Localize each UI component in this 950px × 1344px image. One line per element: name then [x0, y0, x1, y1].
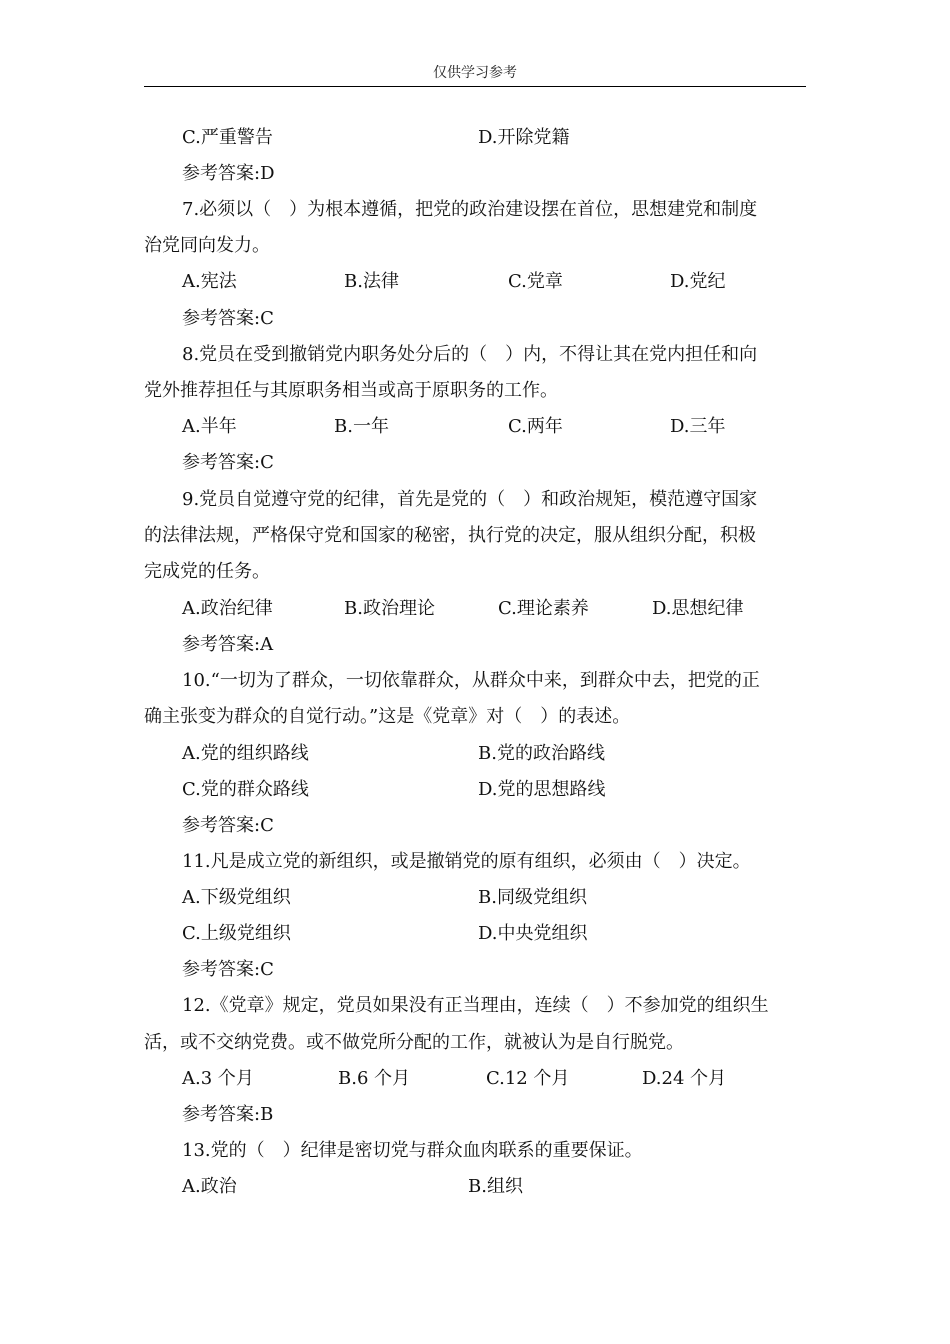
option-label: A.宪法	[182, 271, 237, 292]
option-label: C.两年	[508, 416, 563, 437]
answer-text: 参考答案:C	[182, 452, 274, 473]
option-label: B.政治理论	[344, 598, 435, 619]
question-text: 10.“一切为了群众，一切依靠群众，从群众中来，到群众中去，把党的正	[182, 670, 760, 691]
question-continuation: 完成党的任务。	[144, 561, 270, 582]
option-label: B.6 个月	[338, 1068, 411, 1089]
option-label: C.上级党组织	[182, 923, 291, 944]
option-label: B.党的政治路线	[478, 743, 605, 764]
option-label: C.严重警告	[182, 127, 273, 148]
option-label: B.同级党组织	[478, 887, 587, 908]
header-text: 仅供学习参考	[433, 65, 517, 81]
question-text: 7.必须以（ ）为根本遵循，把党的政治建设摆在首位，思想建党和制度	[182, 199, 758, 220]
option-label: D.中央党组织	[478, 923, 588, 944]
answer-text: 参考答案:C	[182, 308, 274, 329]
question-continuation: 的法律法规，严格保守党和国家的秘密，执行党的决定，服从组织分配，积极	[144, 525, 756, 546]
answer-text: 参考答案:A	[182, 634, 274, 655]
answer-text: 参考答案:D	[182, 163, 275, 184]
option-label: D.24 个月	[642, 1068, 727, 1089]
option-label: A.政治纪律	[182, 598, 273, 619]
option-label: C.党的群众路线	[182, 779, 309, 800]
question-text: 11.凡是成立党的新组织，或是撤销党的原有组织，必须由（ ）决定。	[182, 851, 751, 872]
option-label: A.3 个月	[182, 1068, 254, 1089]
question-continuation: 党外推荐担任与其原职务相当或高于原职务的工作。	[144, 380, 558, 401]
option-label: C.12 个月	[486, 1068, 570, 1089]
option-label: C.党章	[508, 271, 563, 292]
option-label: D.思想纪律	[652, 598, 744, 619]
question-text: 8.党员在受到撤销党内职务处分后的（ ）内，不得让其在党内担任和向	[182, 344, 758, 365]
option-label: A.半年	[182, 416, 237, 437]
option-label: B.法律	[344, 271, 399, 292]
page-header	[144, 62, 806, 87]
question-continuation: 确主张变为群众的自觉行动。”这是《党章》对（ ）的表述。	[144, 706, 631, 727]
question-continuation: 活，或不交纳党费。或不做党所分配的工作，就被认为是自行脱党。	[144, 1032, 684, 1053]
answer-text: 参考答案:C	[182, 959, 274, 980]
option-label: A.下级党组织	[182, 887, 291, 908]
option-label: C.理论素养	[498, 598, 589, 619]
option-label: D.党纪	[670, 271, 726, 292]
option-label: A.党的组织路线	[182, 743, 309, 764]
option-label: A.政治	[182, 1176, 237, 1197]
question-text: 12.《党章》规定，党员如果没有正当理由，连续（ ）不参加党的组织生	[182, 995, 769, 1016]
option-label: B.组织	[468, 1176, 523, 1197]
option-label: B.一年	[334, 416, 389, 437]
answer-text: 参考答案:C	[182, 815, 274, 836]
option-label: D.党的思想路线	[478, 779, 606, 800]
option-label: D.三年	[670, 416, 726, 437]
option-label: D.开除党籍	[478, 127, 570, 148]
question-text: 9.党员自觉遵守党的纪律，首先是党的（ ）和政治规矩，模范遵守国家	[182, 489, 758, 510]
question-continuation: 治党同向发力。	[144, 235, 270, 256]
question-text: 13.党的（ ）纪律是密切党与群众血肉联系的重要保证。	[182, 1140, 643, 1161]
answer-text: 参考答案:B	[182, 1104, 274, 1125]
